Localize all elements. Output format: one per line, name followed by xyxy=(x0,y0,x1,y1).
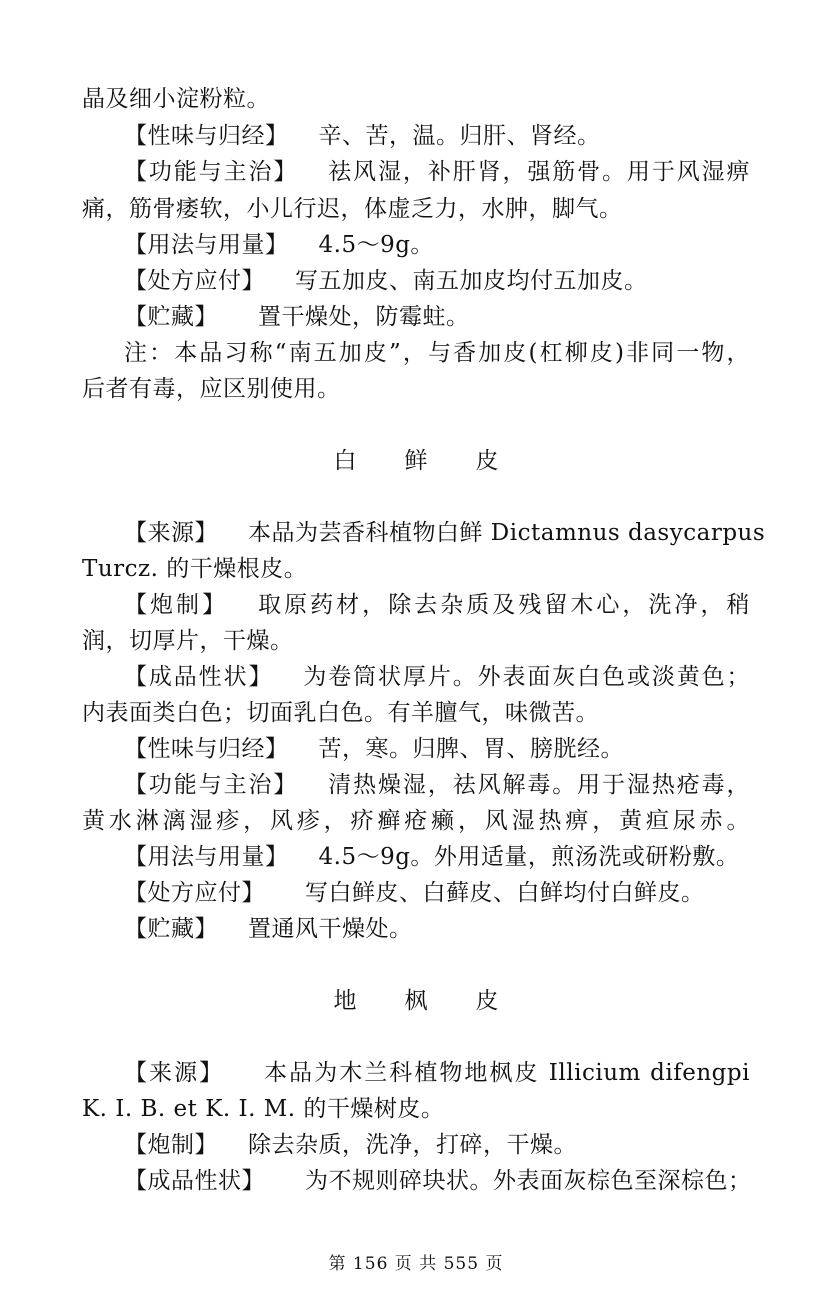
section-label: 【来源】 xyxy=(124,520,218,546)
text-line: 【性味与归经】 辛、苦，温。归肝、肾经。 xyxy=(124,123,601,149)
text-line: 【用法与用量】 4.5～9g。外用适量，煎汤洗或研粉敷。 xyxy=(124,844,740,870)
text-line: 内表面类白色；切面乳白色。有羊膻气，味微苦。 xyxy=(82,700,599,726)
section-label: 【炮制】 xyxy=(124,1132,218,1158)
text-line: 【处方应付】 写五加皮、南五加皮均付五加皮。 xyxy=(124,268,648,294)
text-line: 注：本品习称“南五加皮”，与香加皮(杠柳皮)非同一物， xyxy=(124,340,750,366)
text-line: 【性味与归经】 苦，寒。归脾、胃、膀胱经。 xyxy=(124,736,624,762)
section-label: 【成品性状】 xyxy=(124,664,274,690)
text-line: 【贮藏】 置通风干燥处。 xyxy=(124,916,413,942)
text-line: 【成品性状】 为卷筒状厚片。外表面灰白色或淡黄色； xyxy=(124,664,751,690)
text-line: 【贮藏】 置干燥处，防霉蛀。 xyxy=(124,304,470,330)
section-label: 【性味与归经】 xyxy=(124,736,289,762)
text-line: 晶及细小淀粉粒。 xyxy=(82,86,270,112)
entry-title: 白 鲜 皮 xyxy=(333,448,499,474)
section-label: 【用法与用量】 xyxy=(124,844,289,870)
section-label: 【功能与主治】 xyxy=(124,772,299,798)
page-number: 第 156 页 共 555 页 xyxy=(328,1254,504,1274)
section-label: 【处方应付】 xyxy=(124,268,265,294)
text-line: 【用法与用量】 4.5～9g。 xyxy=(124,232,434,258)
text-line: K. I. B. et K. I. M. 的干燥树皮。 xyxy=(82,1096,445,1122)
text-line: 黄水淋漓湿疹，风疹，疥癣疮癞，风湿热痹，黄疸尿赤。 xyxy=(82,808,750,834)
text-line: 【炮制】 取原药材，除去杂质及残留木心，洗净，稍 xyxy=(124,592,751,618)
text-line: 后者有毒，应区别使用。 xyxy=(82,376,341,402)
text-line: 【功能与主治】 清热燥湿，祛风解毒。用于湿热疮毒， xyxy=(124,772,751,798)
section-label: 【成品性状】 xyxy=(124,1168,265,1194)
text-line: 润，切厚片，干燥。 xyxy=(82,628,294,654)
section-label: 【处方应付】 xyxy=(124,880,265,906)
text-line: 【来源】 本品为芸香科植物白鲜 Dictamnus dasycarpus xyxy=(124,520,766,546)
text-line: 【成品性状】 为不规则碎块状。外表面灰棕色至深棕色； xyxy=(124,1168,752,1194)
text-line: 【炮制】 除去杂质，洗净，打碎，干燥。 xyxy=(124,1132,577,1158)
text-line: 【处方应付】 写白鲜皮、白藓皮、白鲜均付白鲜皮。 xyxy=(124,880,705,906)
text-line: 【来源】 本品为木兰科植物地枫皮 Illicium difengpi xyxy=(124,1060,750,1086)
section-label: 【贮藏】 xyxy=(124,304,218,330)
section-label: 【性味与归经】 xyxy=(124,123,289,149)
section-label: 【功能与主治】 xyxy=(124,159,299,185)
section-label: 【来源】 xyxy=(124,1060,225,1086)
section-label: 【用法与用量】 xyxy=(124,232,289,258)
section-label: 【炮制】 xyxy=(124,592,229,618)
entry-title: 地 枫 皮 xyxy=(333,988,499,1014)
text-line: Turcz. 的干燥根皮。 xyxy=(82,556,308,582)
section-label: 【贮藏】 xyxy=(124,916,218,942)
text-line: 【功能与主治】 祛风湿，补肝肾，强筋骨。用于风湿痹 xyxy=(124,159,751,185)
text-line: 痛，筋骨痿软，小儿行迟，体虚乏力，水肿，脚气。 xyxy=(82,196,623,222)
